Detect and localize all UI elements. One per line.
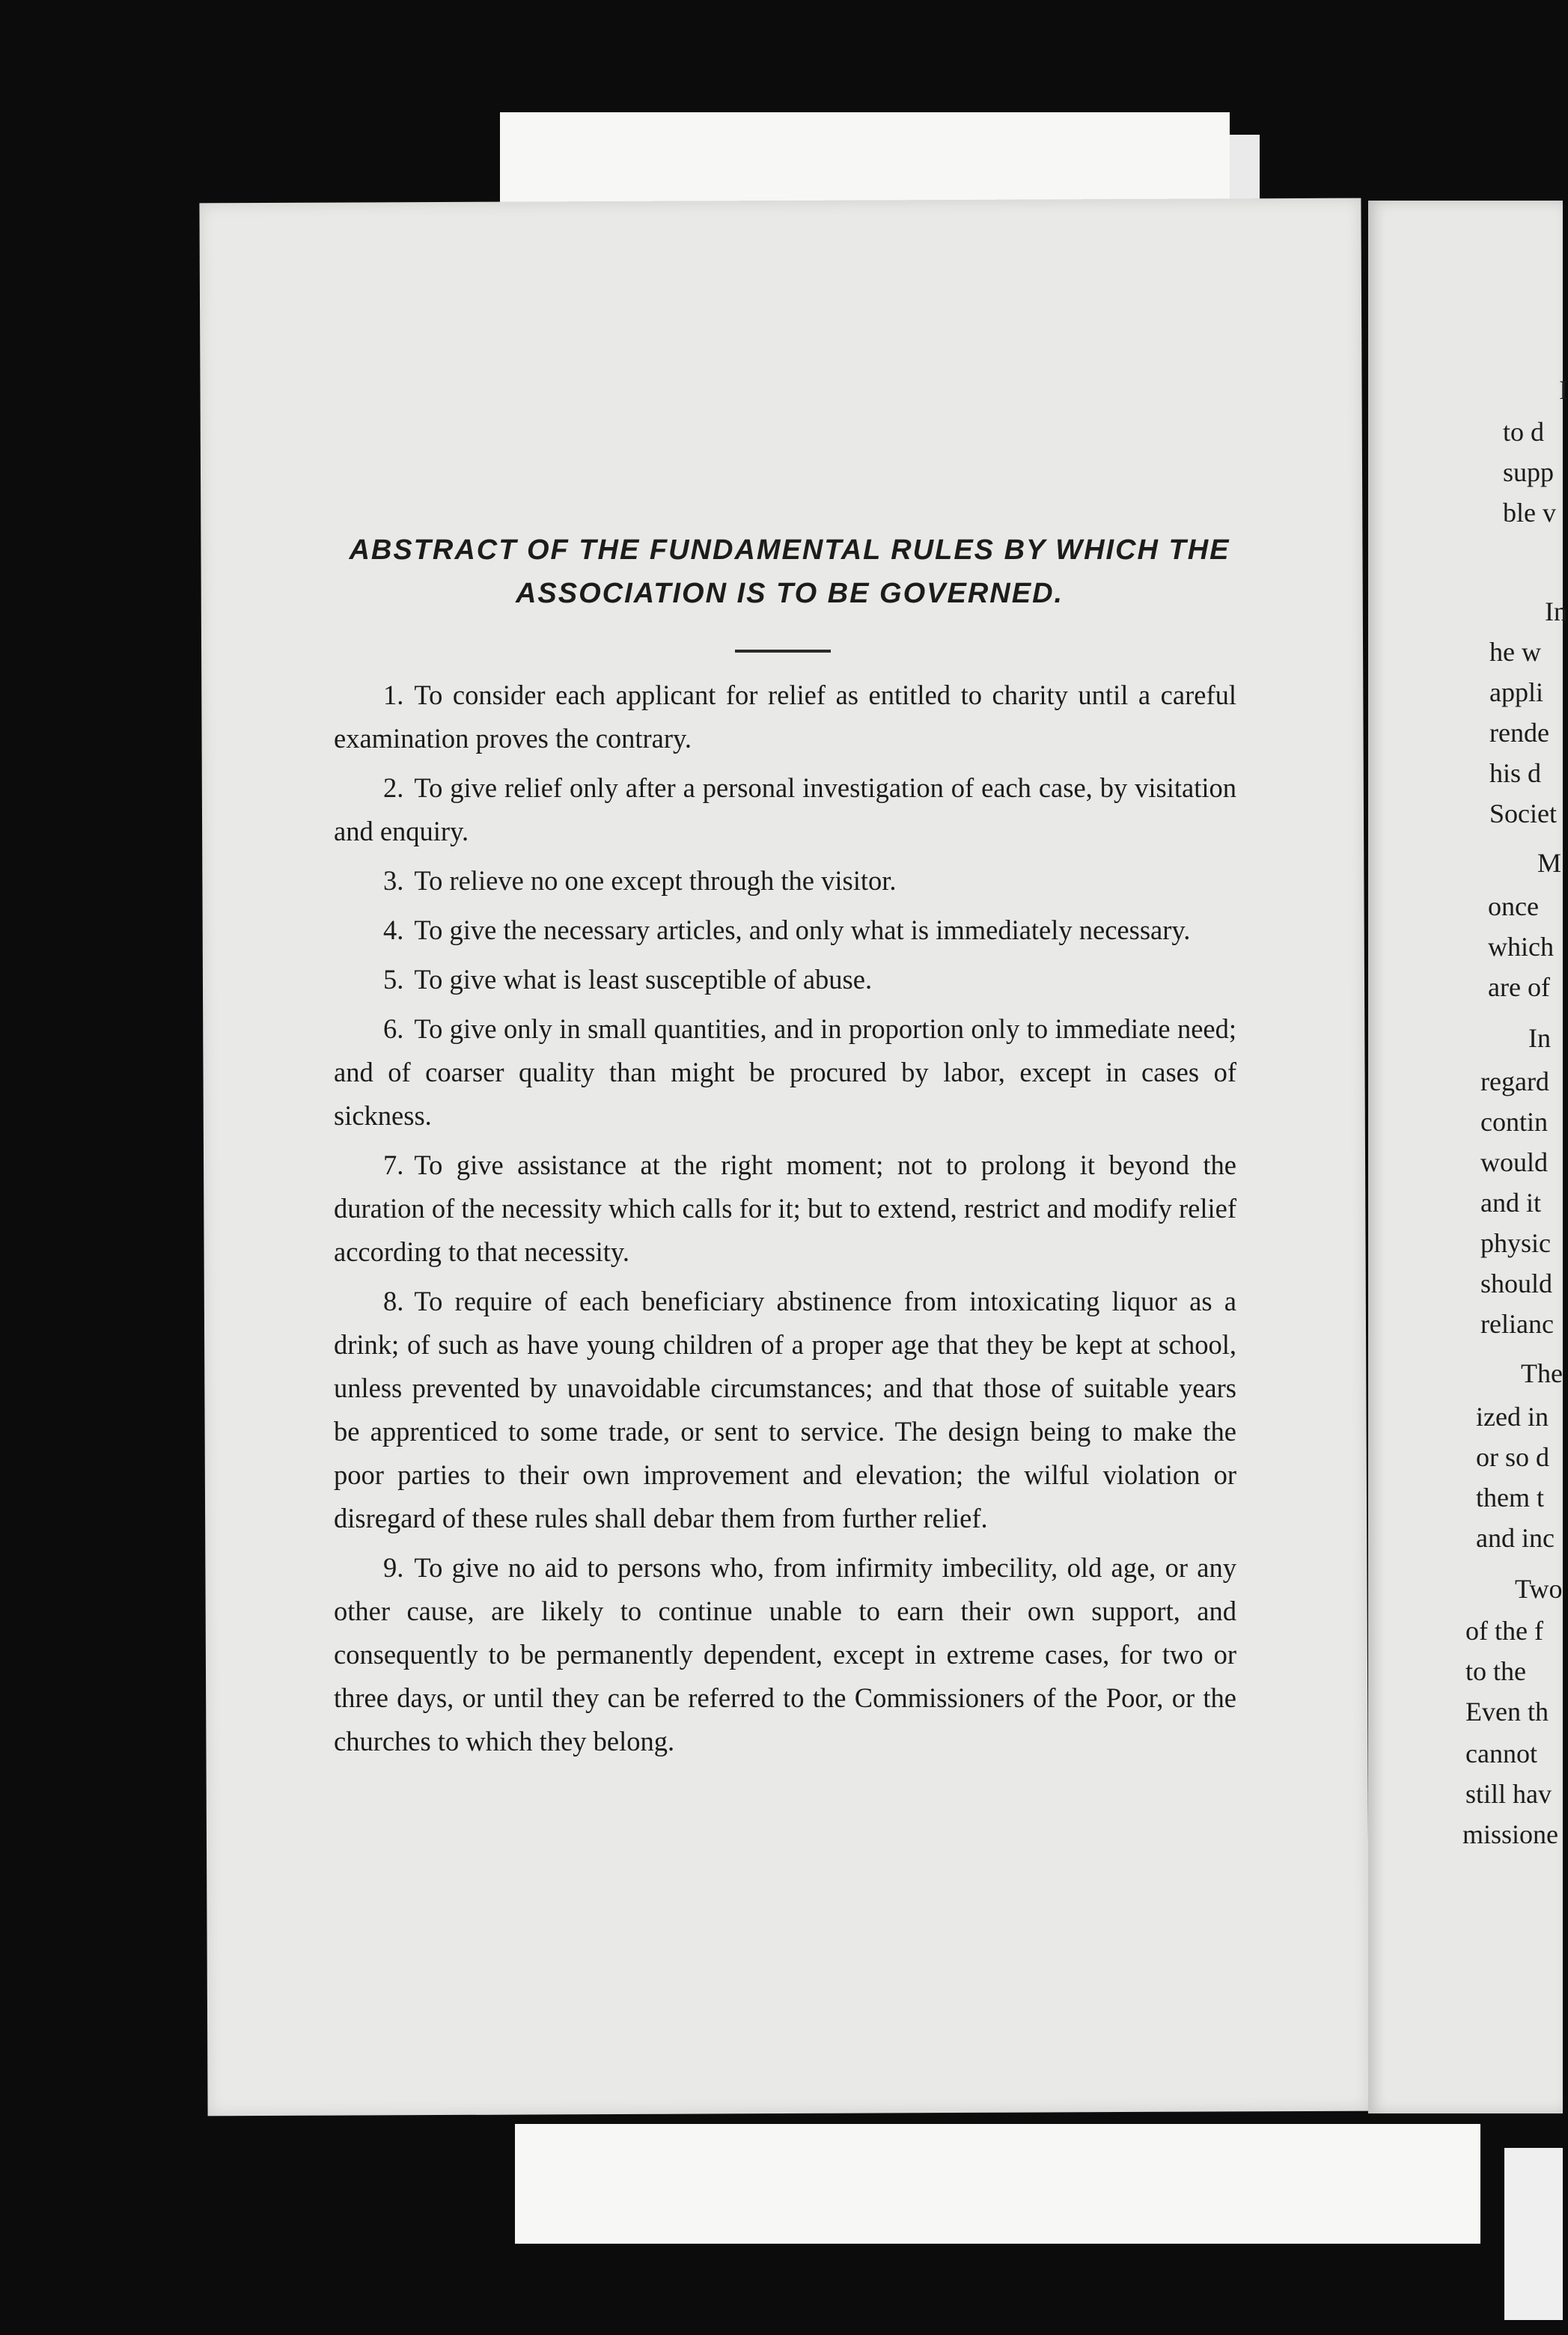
rule-text: To require of each beneficiary abstinence from intoxicating liquor as a drink; of such as have young children of a proper age that they be kept at school, unless prevented by unavoidable circumstances; and that those of suitable years be apprenticed to some trade, or sent to service. The design being to make the poor parties to their own improvement and elevation; the wilful violation or disregard of these rules shall debar them from further relief. (334, 1286, 1236, 1533)
facing-page-line: M (1537, 848, 1562, 878)
facing-page-line: Societ (1489, 799, 1557, 828)
rule-number: 4. (383, 915, 404, 945)
facing-page-line: relianc (1480, 1309, 1554, 1339)
rule-item (334, 1007, 1236, 1138)
rule-number: 2. (383, 772, 404, 803)
facing-page-line: appli (1489, 677, 1543, 707)
rule-number: 9. (383, 1552, 404, 1583)
facing-page-line: rende (1489, 718, 1549, 748)
heading-divider (735, 650, 831, 653)
rule-text: To give relief only after a personal investigation of each case, by visitation and enquiry. (334, 772, 1236, 846)
facing-page-line: I (1559, 375, 1568, 405)
facing-page-line: once (1488, 891, 1539, 921)
heading-line-2: ASSOCIATION IS TO BE GOVERNED. (515, 578, 1064, 609)
facing-page-line: which (1488, 932, 1554, 962)
rule-number: 3. (383, 865, 404, 896)
facing-page-line: would (1480, 1147, 1548, 1177)
facing-page-line: physic (1480, 1228, 1551, 1258)
rule-item (334, 1546, 1236, 1763)
facing-page-line: ble v (1503, 498, 1556, 528)
rule-item (334, 766, 1236, 853)
facing-page-line: them t (1476, 1483, 1544, 1513)
facing-page-line: should (1480, 1269, 1553, 1298)
facing-page-line: he w (1489, 637, 1541, 667)
rule-number: 5. (383, 964, 404, 995)
facing-page-line: ized in (1476, 1402, 1549, 1432)
facing-page-line: missione (1462, 1819, 1559, 1849)
rule-text: To give no aid to persons who, from infirmity imbecility, old age, or any other cause, are likely to continue unable to earn their own support, and consequently to be permanently dependent, except in extreme cases, for two or three days, or until they can be referred to the Commissioners of the Poor, or the churches to which they belong. (334, 1552, 1236, 1756)
rule-text: To give what is least susceptible of abuse. (414, 964, 873, 995)
rule-text: To consider each applicant for relief as entitled to charity until a careful examination proves the contrary. (334, 680, 1236, 754)
facing-page-line: In (1545, 596, 1567, 626)
facing-page-line: Two (1515, 1574, 1563, 1604)
heading-line-1: ABSTRACT OF THE FUNDAMENTAL RULES BY WHICH THE (349, 534, 1230, 566)
facing-page-line: or so d (1476, 1442, 1549, 1472)
facing-page-line: are of (1488, 972, 1550, 1002)
facing-page-line: supp (1503, 457, 1555, 487)
facing-page-line: In (1528, 1023, 1551, 1053)
facing-page-line: regard (1480, 1066, 1549, 1096)
rule-item (334, 1280, 1236, 1540)
facing-page-line: Even th (1465, 1697, 1549, 1727)
facing-page-line: to d (1503, 417, 1545, 447)
facing-page-line: and inc (1476, 1523, 1555, 1553)
rule-item (334, 674, 1236, 760)
document-heading (337, 528, 1242, 615)
paper-tab-bottom (515, 2124, 1480, 2244)
facing-page-line: his d (1489, 758, 1542, 788)
facing-page-line: to the (1465, 1656, 1526, 1686)
rule-item (334, 909, 1236, 952)
rule-number: 1. (383, 680, 404, 710)
facing-page-line: and it (1480, 1188, 1541, 1218)
facing-page-line: of the f (1465, 1616, 1543, 1646)
paper-tab-bottom-right (1504, 2148, 1563, 2320)
right-page (1368, 201, 1568, 2113)
facing-page-line: cannot (1465, 1739, 1537, 1768)
paper-tab-top-edge (1230, 135, 1260, 202)
rule-text: To give the necessary articles, and only what is immediately necessary. (414, 915, 1191, 945)
rule-item (334, 958, 1236, 1001)
rule-text: To relieve no one except through the visitor. (414, 865, 897, 896)
rule-text: To give assistance at the right moment; not to prolong it beyond the duration of the necessity which calls for it; but to extend, restrict and modify relief according to that necessity. (334, 1150, 1236, 1267)
facing-page-line: The (1521, 1358, 1563, 1388)
rule-number: 6. (383, 1013, 404, 1044)
rule-text: To give only in small quantities, and in proportion only to immediate need; and of coarser quality than might be procured by labor, except in cases of sickness. (334, 1013, 1236, 1131)
rules-list (334, 674, 1236, 1769)
rule-item (334, 1144, 1236, 1274)
rule-number: 7. (383, 1150, 404, 1180)
rule-number: 8. (383, 1286, 404, 1316)
facing-page-line: still hav (1465, 1779, 1552, 1809)
facing-page-line: contin (1480, 1107, 1548, 1137)
rule-item (334, 859, 1236, 903)
